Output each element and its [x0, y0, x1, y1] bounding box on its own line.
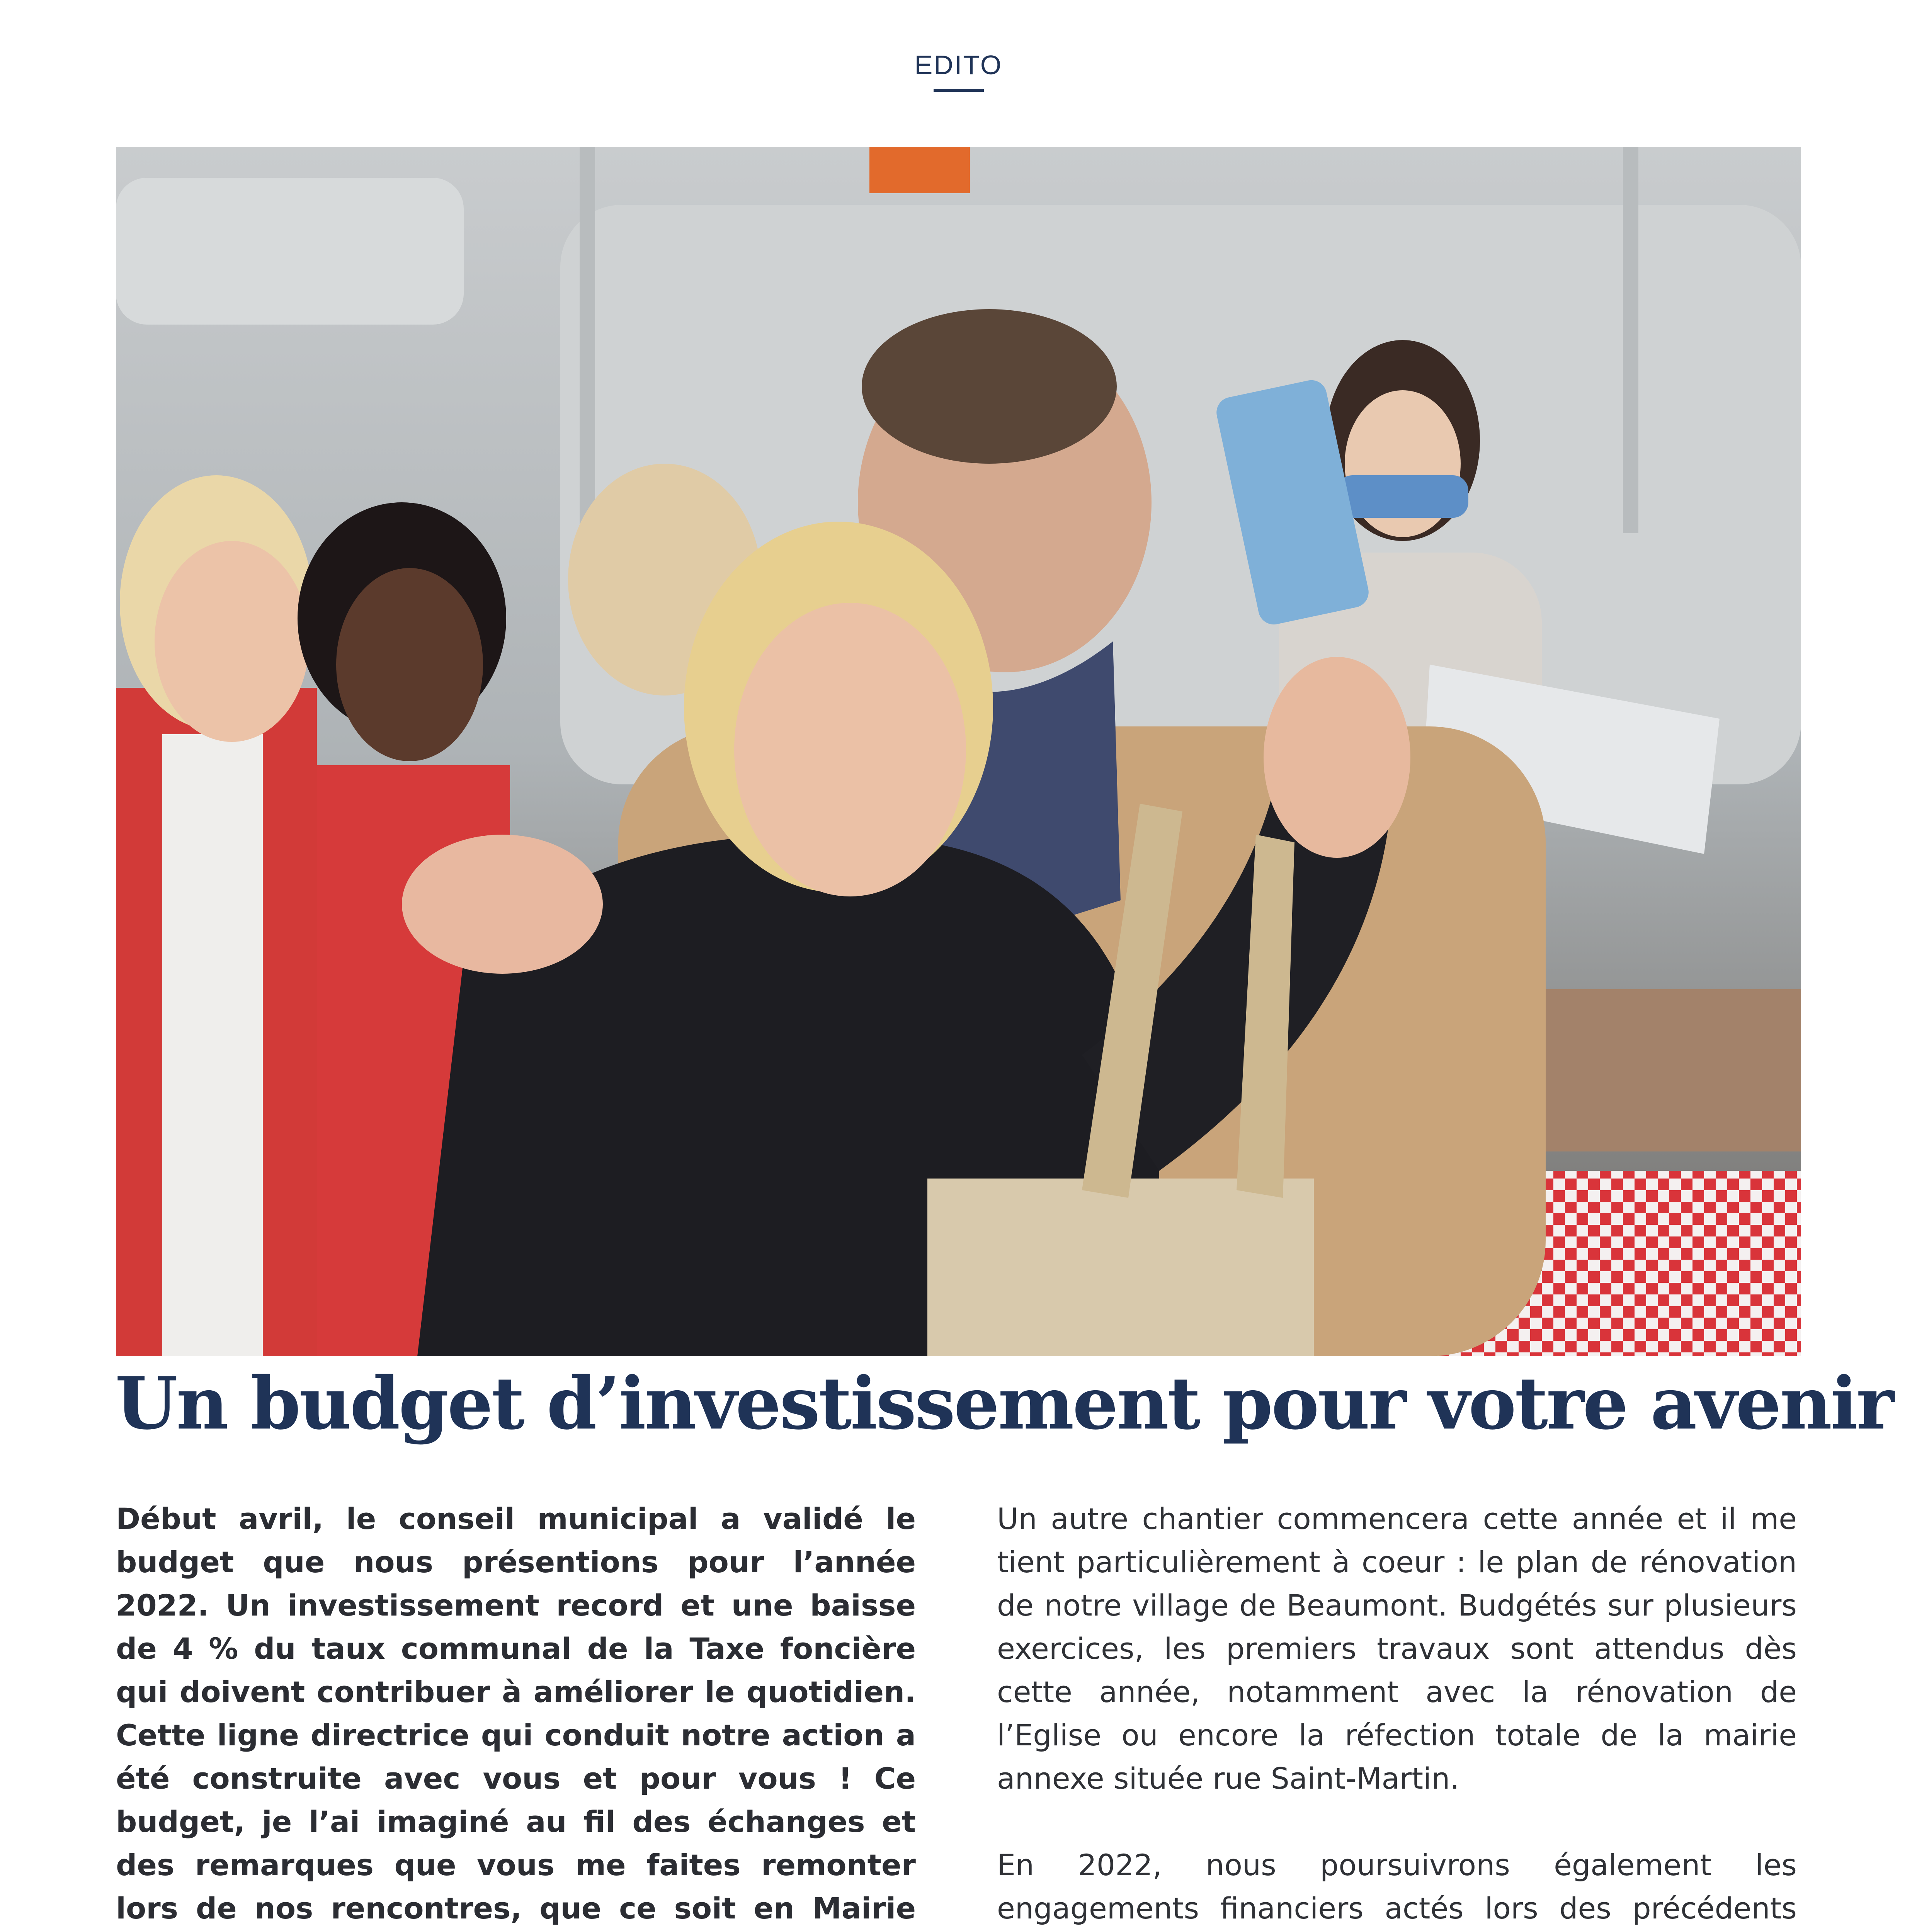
section-header — [0, 49, 1917, 92]
right-column — [997, 1497, 1797, 1932]
cover-photo — [116, 147, 1801, 1356]
left-column — [116, 1497, 916, 1932]
header-divider — [934, 89, 984, 92]
lead-paragraph: Début avril, le conseil municipal a validé le budget que nous présentions pour l’année 2022. Un investissement record et une baisse de 4 % du taux communal de la Taxe foncière qui doivent contribuer à améliorer le quotidien. Cette ligne directrice qui conduit notre action a été construite avec vous et pour vous ! Ce budget, je l’ai imaginé au fil des échanges et des remarques que vous me faites remonter lors de nos rencontres, que ce soit en Mairie — [116, 1502, 916, 1925]
section-label: EDITO — [914, 50, 1003, 80]
body-paragraph: En 2022, nous poursuivrons également les engagements financiers actés lors des précédents — [997, 1848, 1797, 1925]
article-title: Un budget d’investissement pour votre avenir — [115, 1361, 1893, 1446]
body-paragraph: Un autre chantier commencera cette année et il me tient particulièrement à coeur : le plan de rénovation de notre village de Beaumont. Budgétés sur plusieurs exercices, les premiers travaux sont attendus dès cette année, notamment avec la rénovation de l’Eglise ou encore la réfection totale de la mairie annexe située rue Saint-Martin. — [997, 1502, 1797, 1796]
